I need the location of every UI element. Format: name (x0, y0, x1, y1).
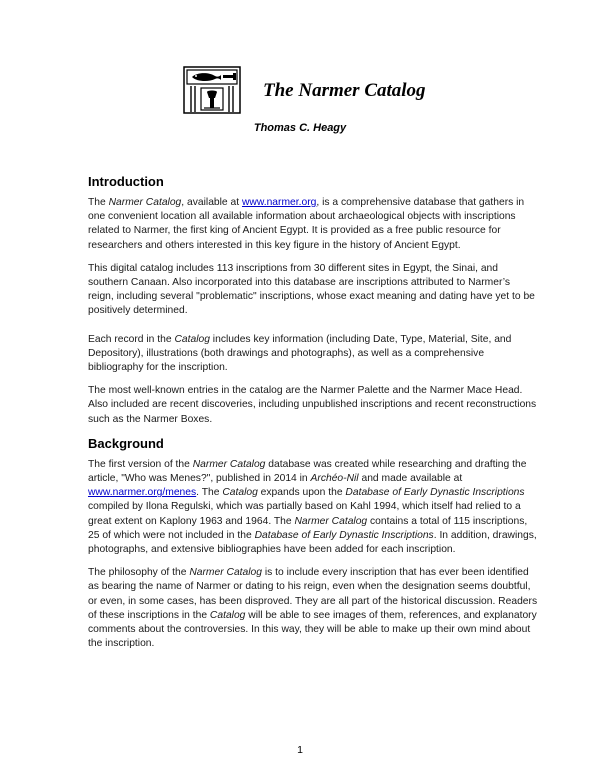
text-span: expands upon the (257, 487, 346, 499)
italic-title: Database of Early Dynastic Inscriptions (254, 529, 434, 541)
text-span: The (88, 197, 109, 208)
text-span: The philosophy of the (88, 567, 190, 579)
italic-title: Narmer Catalog (192, 458, 266, 470)
italic-title: Archéo-Nil (310, 473, 359, 485)
text-span: contains a total of 115 inscriptions, 25 of which were not included in the (88, 515, 528, 541)
introduction-heading: Introduction (88, 174, 164, 189)
narmer-org-link[interactable]: www.narmer.org (241, 197, 317, 208)
intro-paragraph-3 (88, 333, 538, 376)
background-paragraph-1 (88, 458, 538, 557)
text-span: and made available at (358, 473, 463, 485)
intro-paragraph-4: The most well-known entries in the catalog are the Narmer Palette and the Narmer Mace Head. Also included are recent discoveries, including unpublished inscriptions and recent reconstructions such as the Narmer Boxes. (88, 385, 537, 425)
author-name: Thomas C. Heagy (253, 122, 347, 134)
narmer-menes-link[interactable]: www.narmer.org/menes (88, 487, 197, 499)
text-span: , available at (181, 197, 242, 208)
text-span: database was created while researching and drafting the article, "Who was Menes?", published in 2014 in (88, 458, 527, 485)
text-span: . In addition, drawings, photographs, and extensive bibliographies have been added for each inscription. (88, 529, 537, 556)
text-span: includes key information (including Date, Type, Material, Site, and Depository), illustrations (both drawings and photographs), as well as a comprehensive bibliography for the inscription. (88, 333, 512, 374)
background-heading: Background (88, 435, 164, 451)
intro-paragraph-2: This digital catalog includes 113 inscriptions from 30 different sites in Egypt, the Sinai, and southern Canaan. Also incorporated into this database are inscriptions attributed to Narmer’s reign, including several "problematic" inscriptions, whose exact meaning and dating have yet to be positively determined. (88, 262, 535, 317)
intro-paragraph-1 (88, 196, 538, 253)
italic-title: Catalog (174, 333, 210, 345)
document-body (88, 174, 538, 660)
italic-title: Catalog (209, 609, 246, 621)
background-paragraph-2 (88, 566, 538, 651)
text-span: The first version of the (88, 458, 193, 470)
text-span: is to include every inscription that has ever been identified as bearing the name of Narmer or dating to his reign, even when the designation seems doubtful, or even, in some cases, has been disproved. They are all part of the historical discussion. Readers of these inscriptions in the (88, 567, 538, 621)
text-span: compiled by Ilona Regulski, which was partially based on Kahl 1994, which itself had relied to a great extent on Kaplony 1963 and 1964. The (88, 501, 521, 527)
italic-title: Narmer Catalog (294, 515, 368, 527)
text-span: , is a comprehensive database that gathers in one convenient location all available information about archaeological objects with inscriptions related to Narmer, the first king of Ancient Egypt. It is provided as a free public resource for researchers and others interested in this key figure in the history of Ancient Egypt. (88, 197, 525, 251)
text-span: Each record in the (88, 333, 175, 345)
italic-title: Narmer Catalog (189, 567, 263, 579)
text-span: . The (196, 487, 223, 499)
italic-title: Database of Early Dynastic Inscriptions (345, 487, 525, 499)
text-span: will be able to see images of them, references, and explanatory comments about the controversies. In this way, they will be able to make up their own mind about the inscription. (88, 609, 537, 650)
italic-title: Catalog (222, 487, 258, 499)
narmer-serekh-logo-icon (183, 66, 241, 114)
document-title: The Narmer Catalog (263, 80, 426, 101)
page-number: 1 (297, 744, 303, 756)
italic-title: Narmer Catalog (108, 197, 182, 208)
